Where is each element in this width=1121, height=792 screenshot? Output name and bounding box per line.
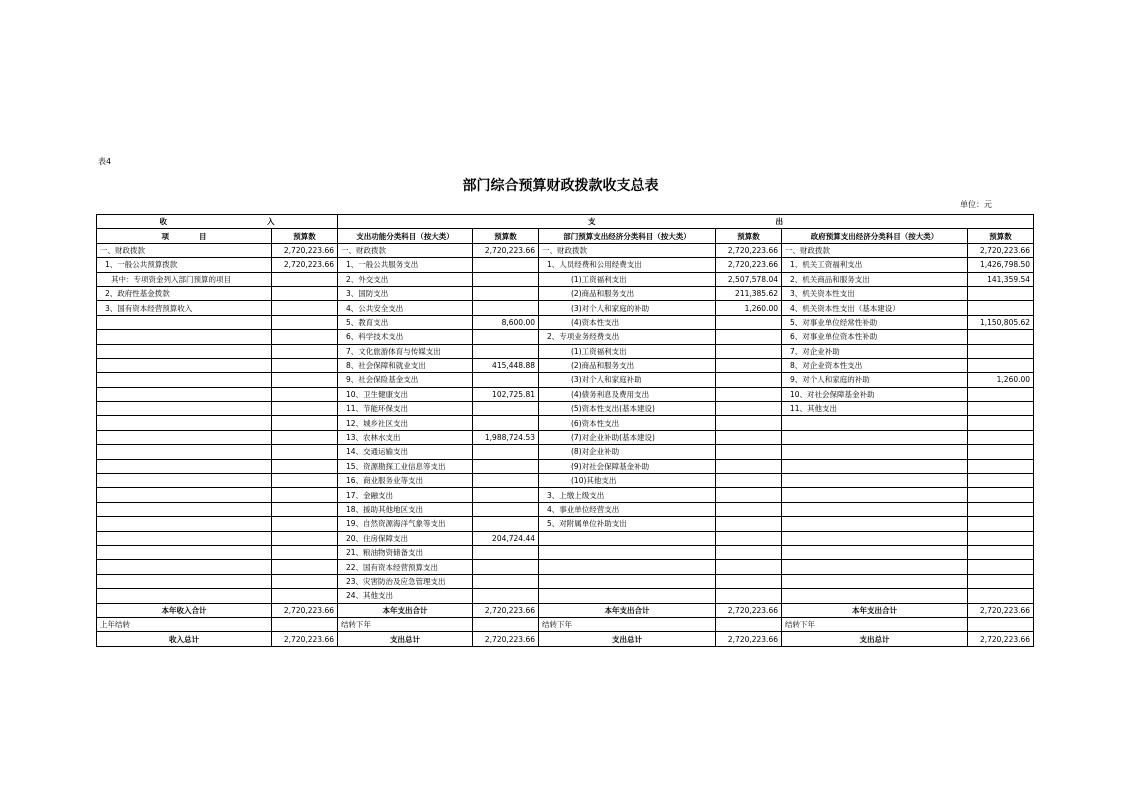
func-amount — [473, 286, 539, 300]
gov-econ-amount — [968, 560, 1034, 574]
table-row — [97, 301, 1034, 315]
income-amount — [272, 430, 338, 444]
func-item: 7、文化旅游体育与传媒支出 — [338, 344, 473, 358]
income-item — [97, 330, 272, 344]
income-item — [97, 445, 272, 459]
func-item: 8、社会保障和就业支出 — [338, 358, 473, 372]
func-item: 17、金融支出 — [338, 488, 473, 502]
func-amount — [473, 416, 539, 430]
func-item: 6、科学技术支出 — [338, 330, 473, 344]
gov-econ-amount — [968, 459, 1034, 473]
expense-total-value: 2,720,223.66 — [968, 603, 1034, 617]
table-row — [97, 258, 1034, 272]
dept-econ-amount: 1,260.00 — [716, 301, 782, 315]
expense-grand-label: 支出总计 — [782, 632, 968, 646]
func-amount — [473, 373, 539, 387]
dept-econ-item: (4)债务利息及费用支出 — [539, 387, 716, 401]
func-amount — [473, 545, 539, 559]
dept-econ-amount: 2,507,578.04 — [716, 272, 782, 286]
table-row — [97, 330, 1034, 344]
func-amount — [473, 574, 539, 588]
gov-econ-item: 3、机关资本性支出 — [782, 286, 968, 300]
func-amount — [473, 402, 539, 416]
dept-econ-amount — [716, 488, 782, 502]
table-row — [97, 272, 1034, 286]
func-item: 3、国防支出 — [338, 286, 473, 300]
table-row — [97, 402, 1034, 416]
func-item: 15、资源勘探工业信息等支出 — [338, 459, 473, 473]
budget-summary-table — [96, 214, 1034, 647]
gov-econ-amount — [968, 301, 1034, 315]
func-item: 16、商业服务业等支出 — [338, 474, 473, 488]
gov-econ-amount: 141,359.54 — [968, 272, 1034, 286]
func-amount — [473, 301, 539, 315]
dept-econ-amount — [716, 315, 782, 329]
func-amount — [473, 445, 539, 459]
income-amount — [272, 272, 338, 286]
func-amount — [473, 258, 539, 272]
func-amount — [473, 330, 539, 344]
income-item: 3、国有资本经营预算收入 — [97, 301, 272, 315]
gov-econ-item: 2、机关商品和服务支出 — [782, 272, 968, 286]
dept-econ-item: 1、人员经费和公用经费支出 — [539, 258, 716, 272]
gov-econ-amount — [968, 488, 1034, 502]
expense-total-label: 本年支出合计 — [338, 603, 473, 617]
gov-econ-item — [782, 589, 968, 603]
gov-econ-amount: 2,720,223.66 — [968, 243, 1034, 257]
gov-econ-amount — [968, 430, 1034, 444]
expense-section-header: 支 出 — [338, 215, 1034, 229]
income-item — [97, 574, 272, 588]
income-amount — [272, 502, 338, 516]
income-amount — [272, 387, 338, 401]
dept-econ-item: (9)对社会保障基金补助 — [539, 459, 716, 473]
gov-econ-amount: 1,260.00 — [968, 373, 1034, 387]
income-item — [97, 387, 272, 401]
income-item: 2、政府性基金拨款 — [97, 286, 272, 300]
income-amount — [272, 344, 338, 358]
dept-econ-amount — [716, 459, 782, 473]
table-row — [97, 315, 1034, 329]
income-item — [97, 474, 272, 488]
next-carry-label: 结转下年 — [782, 617, 968, 631]
dept-econ-item: (1)工资福利支出 — [539, 344, 716, 358]
income-item: 其中：专项资金列入部门预算的项目 — [97, 272, 272, 286]
gov-econ-item — [782, 502, 968, 516]
dept-econ-amount — [716, 517, 782, 531]
page-title: 部门综合预算财政拨款收支总表 — [462, 178, 659, 194]
dept-econ-amount: 211,385.62 — [716, 286, 782, 300]
income-amount: 2,720,223.66 — [272, 243, 338, 257]
income-grand-value: 2,720,223.66 — [272, 632, 338, 646]
income-amount: 2,720,223.66 — [272, 258, 338, 272]
dept-econ-item: (7)对企业补助(基本建设) — [539, 430, 716, 444]
gov-econ-amount — [968, 402, 1034, 416]
func-amount — [473, 502, 539, 516]
func-amount: 415,448.88 — [473, 358, 539, 372]
gov-econ-amount — [968, 387, 1034, 401]
income-amount — [272, 517, 338, 531]
dept-econ-amount — [716, 344, 782, 358]
income-amount — [272, 330, 338, 344]
dept-econ-amount — [716, 589, 782, 603]
table-row — [97, 416, 1034, 430]
income-amount — [272, 488, 338, 502]
dept-econ-column-header: 部门预算支出经济分类科目（按大类） — [539, 229, 716, 243]
budget-column-header: 预算数 — [473, 229, 539, 243]
income-amount — [272, 560, 338, 574]
dept-econ-item — [539, 589, 716, 603]
gov-econ-item — [782, 459, 968, 473]
header-row-1 — [97, 215, 1034, 229]
dept-econ-item: 3、上缴上级支出 — [539, 488, 716, 502]
dept-econ-item: (3)对个人和家庭的补助 — [539, 301, 716, 315]
income-amount — [272, 402, 338, 416]
gov-econ-item: 4、机关资本性支出（基本建设） — [782, 301, 968, 315]
income-amount — [272, 459, 338, 473]
gov-econ-item — [782, 531, 968, 545]
dept-econ-amount — [716, 387, 782, 401]
income-item — [97, 589, 272, 603]
dept-econ-amount — [716, 358, 782, 372]
income-item — [97, 430, 272, 444]
func-amount — [473, 488, 539, 502]
gov-econ-item — [782, 430, 968, 444]
gov-econ-item: 6、对事业单位资本性补助 — [782, 330, 968, 344]
income-amount — [272, 589, 338, 603]
func-item: 24、其他支出 — [338, 589, 473, 603]
func-item: 19、自然资源海洋气象等支出 — [338, 517, 473, 531]
table-row — [97, 474, 1034, 488]
carry-row — [97, 617, 1034, 631]
gov-econ-item — [782, 517, 968, 531]
gov-econ-amount — [968, 502, 1034, 516]
table-row — [97, 445, 1034, 459]
next-carry-label: 结转下年 — [539, 617, 716, 631]
budget-column-header: 预算数 — [968, 229, 1034, 243]
expense-total-value: 2,720,223.66 — [473, 603, 539, 617]
income-item — [97, 517, 272, 531]
func-amount: 102,725.81 — [473, 387, 539, 401]
func-item: 20、住房保障支出 — [338, 531, 473, 545]
project-column-header: 项 目 — [97, 229, 272, 243]
gov-econ-item: 8、对企业资本性支出 — [782, 358, 968, 372]
func-item: 12、城乡社区支出 — [338, 416, 473, 430]
dept-econ-amount — [716, 416, 782, 430]
dept-econ-item: (2)商品和服务支出 — [539, 358, 716, 372]
gov-econ-amount — [968, 286, 1034, 300]
expense-grand-label: 支出总计 — [539, 632, 716, 646]
dept-econ-amount — [716, 445, 782, 459]
dept-econ-amount — [716, 474, 782, 488]
dept-econ-item: (3)对个人和家庭补助 — [539, 373, 716, 387]
gov-econ-item — [782, 560, 968, 574]
dept-econ-item: (1)工资福利支出 — [539, 272, 716, 286]
income-item — [97, 416, 272, 430]
gov-econ-item: 7、对企业补助 — [782, 344, 968, 358]
dept-econ-item: (4)资本性支出 — [539, 315, 716, 329]
dept-econ-item: (5)资本性支出(基本建设) — [539, 402, 716, 416]
dept-econ-item: (2)商品和服务支出 — [539, 286, 716, 300]
gov-econ-item: 11、其他支出 — [782, 402, 968, 416]
income-amount — [272, 574, 338, 588]
table-row — [97, 459, 1034, 473]
func-item: 2、外交支出 — [338, 272, 473, 286]
dept-econ-item: (6)资本性支出 — [539, 416, 716, 430]
func-amount: 2,720,223.66 — [473, 243, 539, 257]
dept-econ-amount: 2,720,223.66 — [716, 258, 782, 272]
gov-econ-item — [782, 545, 968, 559]
next-carry-value — [968, 617, 1034, 631]
dept-econ-item: 一、财政拨款 — [539, 243, 716, 257]
dept-econ-amount — [716, 402, 782, 416]
table-row — [97, 560, 1034, 574]
gov-econ-amount — [968, 517, 1034, 531]
income-amount — [272, 531, 338, 545]
income-amount — [272, 315, 338, 329]
table-row — [97, 243, 1034, 257]
table-row — [97, 517, 1034, 531]
expense-total-label: 本年支出合计 — [539, 603, 716, 617]
dept-econ-item: (8)对企业补助 — [539, 445, 716, 459]
table-row — [97, 545, 1034, 559]
gov-econ-item: 1、机关工资福利支出 — [782, 258, 968, 272]
table-row — [97, 430, 1034, 444]
func-item: 23、灾害防治及应急管理支出 — [338, 574, 473, 588]
budget-column-header: 预算数 — [272, 229, 338, 243]
gov-econ-item: 9、对个人和家庭的补助 — [782, 373, 968, 387]
gov-econ-amount — [968, 358, 1034, 372]
dept-econ-item — [539, 560, 716, 574]
income-amount — [272, 416, 338, 430]
dept-econ-amount — [716, 574, 782, 588]
income-item — [97, 459, 272, 473]
func-amount: 1,988,724.53 — [473, 430, 539, 444]
next-carry-value — [716, 617, 782, 631]
expense-grand-value: 2,720,223.66 — [968, 632, 1034, 646]
func-item: 22、国有资本经营预算支出 — [338, 560, 473, 574]
gov-econ-item — [782, 574, 968, 588]
dept-econ-item: (10)其他支出 — [539, 474, 716, 488]
income-total-label: 本年收入合计 — [97, 603, 272, 617]
table-row — [97, 574, 1034, 588]
gov-econ-amount — [968, 531, 1034, 545]
income-item: 1、一般公共预算拨款 — [97, 258, 272, 272]
annual-total-row — [97, 603, 1034, 617]
header-row-2 — [97, 229, 1034, 243]
gov-econ-amount — [968, 416, 1034, 430]
func-amount — [473, 517, 539, 531]
budget-column-header: 预算数 — [716, 229, 782, 243]
func-item: 14、交通运输支出 — [338, 445, 473, 459]
func-item: 9、社会保险基金支出 — [338, 373, 473, 387]
income-item — [97, 358, 272, 372]
gov-econ-amount: 1,150,805.62 — [968, 315, 1034, 329]
func-item: 21、粮油物资储备支出 — [338, 545, 473, 559]
func-amount: 204,724.44 — [473, 531, 539, 545]
table-row — [97, 373, 1034, 387]
income-amount — [272, 474, 338, 488]
gov-econ-item — [782, 445, 968, 459]
dept-econ-item: 5、对附属单位补助支出 — [539, 517, 716, 531]
gov-econ-item: 10、对社会保障基金补助 — [782, 387, 968, 401]
dept-econ-amount — [716, 430, 782, 444]
gov-econ-amount — [968, 574, 1034, 588]
next-carry-value — [473, 617, 539, 631]
expense-total-value: 2,720,223.66 — [716, 603, 782, 617]
gov-econ-item — [782, 488, 968, 502]
func-item: 5、教育支出 — [338, 315, 473, 329]
next-carry-label: 结转下年 — [338, 617, 473, 631]
gov-econ-item — [782, 474, 968, 488]
dept-econ-item — [539, 531, 716, 545]
income-item — [97, 545, 272, 559]
income-item — [97, 373, 272, 387]
func-amount — [473, 589, 539, 603]
dept-econ-amount — [716, 373, 782, 387]
income-item — [97, 344, 272, 358]
func-item: 10、卫生健康支出 — [338, 387, 473, 401]
table-row — [97, 344, 1034, 358]
expense-grand-label: 支出总计 — [338, 632, 473, 646]
gov-econ-amount — [968, 445, 1034, 459]
func-amount — [473, 344, 539, 358]
dept-econ-amount — [716, 545, 782, 559]
table-number-label: 表4 — [98, 157, 112, 166]
dept-econ-amount: 2,720,223.66 — [716, 243, 782, 257]
dept-econ-item: 4、事业单位经营支出 — [539, 502, 716, 516]
income-section-header: 收 入 — [97, 215, 338, 229]
func-column-header: 支出功能分类科目（按大类） — [338, 229, 473, 243]
func-amount: 8,600.00 — [473, 315, 539, 329]
gov-econ-column-header: 政府预算支出经济分类科目（按大类） — [782, 229, 968, 243]
table-row — [97, 387, 1034, 401]
income-item — [97, 502, 272, 516]
dept-econ-item — [539, 574, 716, 588]
func-amount — [473, 459, 539, 473]
income-amount — [272, 445, 338, 459]
gov-econ-amount — [968, 545, 1034, 559]
func-amount — [473, 560, 539, 574]
table-row — [97, 286, 1034, 300]
income-total-value: 2,720,223.66 — [272, 603, 338, 617]
dept-econ-amount — [716, 560, 782, 574]
expense-total-label: 本年支出合计 — [782, 603, 968, 617]
income-amount — [272, 373, 338, 387]
income-amount — [272, 358, 338, 372]
func-amount — [473, 474, 539, 488]
income-item — [97, 402, 272, 416]
func-item: 一、财政拨款 — [338, 243, 473, 257]
func-item: 13、农林水支出 — [338, 430, 473, 444]
dept-econ-item — [539, 545, 716, 559]
dept-econ-item: 2、专项业务经费支出 — [539, 330, 716, 344]
table-row — [97, 502, 1034, 516]
income-amount — [272, 286, 338, 300]
table-row — [97, 488, 1034, 502]
table-row — [97, 531, 1034, 545]
gov-econ-amount — [968, 344, 1034, 358]
dept-econ-amount — [716, 531, 782, 545]
income-item — [97, 531, 272, 545]
gov-econ-amount — [968, 330, 1034, 344]
income-amount — [272, 301, 338, 315]
income-item — [97, 488, 272, 502]
gov-econ-item: 5、对事业单位经常性补助 — [782, 315, 968, 329]
income-item — [97, 315, 272, 329]
func-item: 11、节能环保支出 — [338, 402, 473, 416]
func-item: 4、公共安全支出 — [338, 301, 473, 315]
gov-econ-amount — [968, 589, 1034, 603]
unit-label: 单位：元 — [960, 200, 992, 209]
dept-econ-amount — [716, 502, 782, 516]
gov-econ-amount — [968, 474, 1034, 488]
income-amount — [272, 545, 338, 559]
func-item: 18、援助其他地区支出 — [338, 502, 473, 516]
income-grand-label: 收入总计 — [97, 632, 272, 646]
expense-grand-value: 2,720,223.66 — [716, 632, 782, 646]
gov-econ-amount: 1,426,798.50 — [968, 258, 1034, 272]
func-amount — [473, 272, 539, 286]
income-item — [97, 560, 272, 574]
func-item: 1、一般公共服务支出 — [338, 258, 473, 272]
gov-econ-item — [782, 416, 968, 430]
expense-grand-value: 2,720,223.66 — [473, 632, 539, 646]
grand-total-row — [97, 632, 1034, 646]
gov-econ-item: 一、财政拨款 — [782, 243, 968, 257]
table-row — [97, 358, 1034, 372]
income-item: 一、财政拨款 — [97, 243, 272, 257]
table-row — [97, 589, 1034, 603]
dept-econ-amount — [716, 330, 782, 344]
prev-carry-value — [272, 617, 338, 631]
prev-carry-label: 上年结转 — [97, 617, 272, 631]
